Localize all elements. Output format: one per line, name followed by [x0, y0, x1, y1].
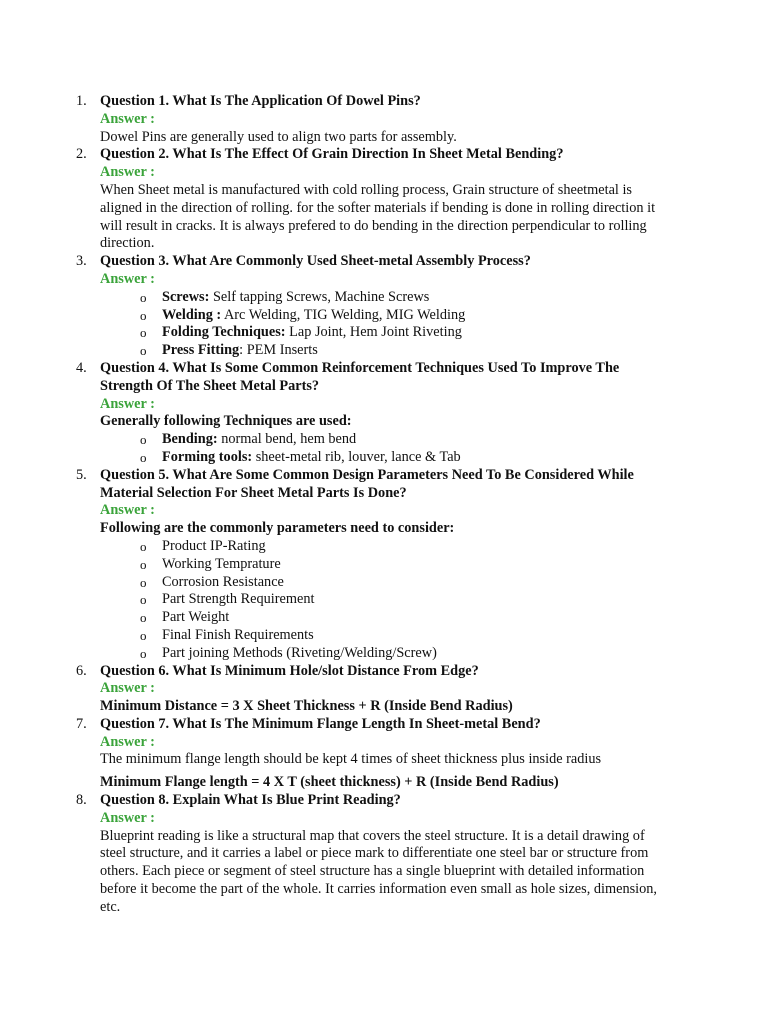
question-number: 7.: [76, 715, 87, 732]
answer-text: When Sheet metal is manufactured with cold rolling process, Grain structure of sheetmetal is aligned in the direction of rolling. for the softer materials if bending is done in rolling direction it will result in cracks. It is always prefered to do bending in the direction perpendicular to rolling direction.: [100, 181, 656, 252]
answer-text: Dowel Pins are generally used to align two parts for assembly.: [100, 128, 457, 145]
list-item: o Part Strength Requirement: [140, 591, 315, 608]
question-title: Question 6. What Is Minimum Hole/slot Distance From Edge?: [100, 662, 479, 679]
list-item: o Part Weight: [140, 609, 230, 626]
question-title: Question 3. What Are Commonly Used Sheet-metal Assembly Process?: [100, 253, 531, 270]
answer-list: [100, 431, 672, 467]
bullet-icon: o: [140, 556, 147, 572]
question-title: Question 8. Explain What Is Blue Print Reading?: [100, 792, 401, 809]
list-item: o Folding Techniques: Lap Joint, Hem Joint Riveting: [140, 324, 462, 341]
bullet-icon: o: [140, 343, 147, 359]
answer-label: Answer :: [100, 110, 155, 127]
question-title: Question 1. What Is The Application Of Dowel Pins?: [100, 93, 421, 109]
question-number: 1.: [76, 93, 87, 109]
bullet-icon: o: [140, 592, 147, 608]
bullet-icon: o: [140, 610, 147, 626]
answer-label: Answer :: [100, 680, 155, 697]
list-item: o Corrosion Resistance: [140, 573, 284, 590]
question-number: 4.: [76, 359, 87, 376]
question-7: [0, 716, 768, 792]
answer-label: Answer :: [100, 502, 155, 519]
list-item: o Product IP-Rating: [140, 537, 266, 554]
answer-text: Blueprint reading is like a structural map that covers the steel structure. It is a detail drawing of steel structure, and it carries a label or piece mark to differentiate one steel bar or structure from others. Each piece or segment of steel structure has a single blueprint with detailed information before it become the part of the whole. It carries information even small as hole sizes, dimension, etc.: [100, 827, 657, 915]
question-title: Question 7. What Is The Minimum Flange Length In Sheet-metal Bend?: [100, 715, 541, 732]
list-item: o Screws: Self tapping Screws, Machine Screws: [140, 288, 430, 305]
answer-label: Answer :: [100, 164, 155, 181]
question-title: Question 4. What Is Some Common Reinforcement Techniques Used To Improve The Strength Of The Sheet Metal Parts?: [100, 359, 620, 394]
bullet-icon: o: [140, 307, 147, 323]
answer-label: Answer :: [100, 809, 155, 826]
answer-label: Answer :: [100, 395, 155, 412]
answer-text: The minimum flange length should be kept 4 times of sheet thickness plus inside radius: [100, 751, 602, 768]
bullet-icon: o: [140, 289, 147, 305]
bullet-icon: o: [140, 538, 147, 554]
bullet-icon: o: [140, 574, 147, 590]
list-item: o Bending: normal bend, hem bend: [140, 431, 357, 448]
answer-label: Answer :: [100, 270, 155, 287]
document-body: [0, 93, 768, 917]
question-8: [0, 792, 768, 917]
list-item: o Final Finish Requirements: [140, 626, 314, 643]
answer-list: [100, 538, 672, 663]
question-3: [0, 253, 768, 360]
question-number: 8.: [76, 792, 87, 809]
answer-equation: Minimum Flange length = 4 X T (sheet thickness) + R (Inside Bend Radius): [100, 774, 559, 791]
question-title: Question 2. What Is The Effect Of Grain Direction In Sheet Metal Bending?: [100, 146, 564, 163]
question-5: [0, 467, 768, 663]
list-item: o Press Fitting: PEM Inserts: [140, 342, 318, 359]
question-number: 3.: [76, 253, 87, 270]
bullet-icon: o: [140, 449, 147, 465]
answer-lead: Generally following Techniques are used:: [100, 413, 352, 430]
answer-label: Answer :: [100, 733, 155, 750]
bullet-icon: o: [140, 432, 147, 448]
bullet-icon: o: [140, 627, 147, 643]
answer-equation: Minimum Distance = 3 X Sheet Thickness + R (Inside Bend Radius): [100, 698, 513, 715]
answer-list: [100, 289, 672, 360]
list-item: o Working Temprature: [140, 555, 281, 572]
bullet-icon: o: [140, 325, 147, 341]
bullet-icon: o: [140, 645, 147, 661]
question-1: [0, 93, 768, 146]
question-title: Question 5. What Are Some Common Design Parameters Need To Be Considered While Material Selection For Sheet Metal Parts Is Done?: [100, 466, 634, 501]
question-2: [0, 146, 768, 253]
question-number: 6.: [76, 662, 87, 679]
answer-lead: Following are the commonly parameters need to consider:: [100, 520, 455, 537]
question-4: [0, 360, 768, 467]
list-item: o Welding : Arc Welding, TIG Welding, MIG Welding: [140, 306, 466, 323]
question-6: [0, 663, 768, 716]
list-item: o Forming tools: sheet-metal rib, louver, lance & Tab: [140, 448, 461, 465]
question-number: 5.: [76, 466, 87, 483]
question-number: 2.: [76, 146, 87, 163]
list-item: o Part joining Methods (Riveting/Welding/Screw): [140, 644, 437, 661]
